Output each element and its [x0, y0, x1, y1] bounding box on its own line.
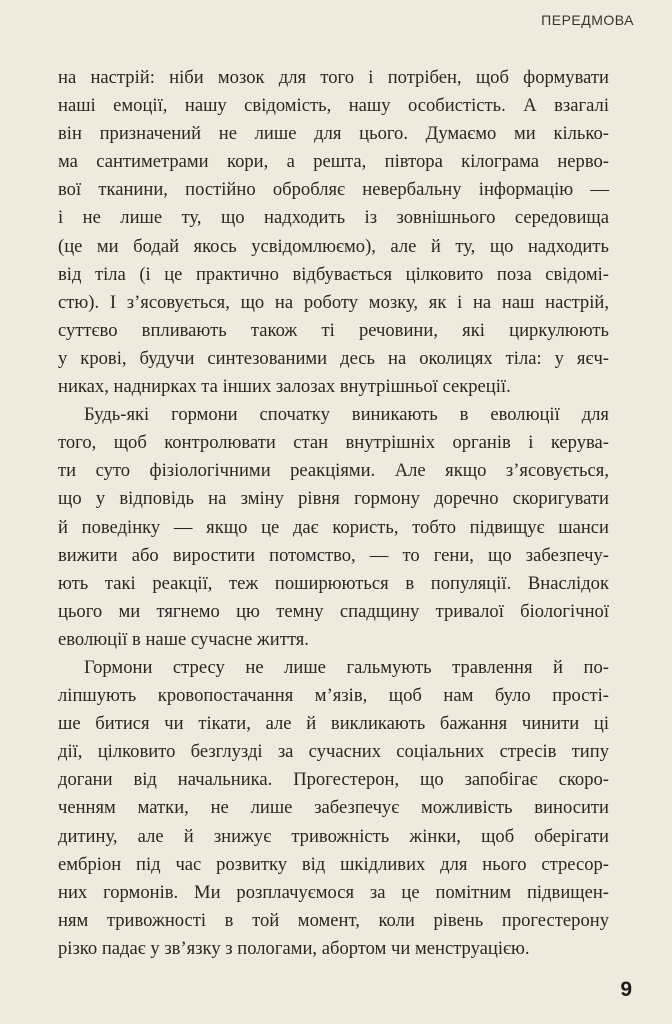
paragraph	[58, 64, 609, 401]
text-line: різко падає у зв’язку з пологами, абортом чи менструацією.	[58, 937, 530, 959]
text-line: ліпшують кровопостачання м’язів, щоб нам було прості-	[58, 685, 609, 707]
text-line: що у відповідь на зміну рівня гормону доречно скоригувати	[58, 488, 609, 510]
text-line: ембріон під час розвитку від шкідливих для нього стресор-	[58, 853, 609, 875]
text-line: й поведінку — якщо це дає користь, тобто підвищує шанси	[58, 516, 609, 538]
text-line: догани від начальника. Прогестерон, що запобігає скоро-	[58, 769, 609, 791]
text-line: і не лише ту, що надходить із зовнішнього середовища	[58, 207, 609, 229]
page-number: 9	[620, 978, 632, 1001]
running-header: ПЕРЕДМОВА	[541, 12, 634, 28]
text-line: Гормони стресу не лише гальмують травлення й по-	[84, 656, 609, 678]
text-line: (це ми бодай якось усвідомлюємо), але й ту, що надходить	[58, 235, 609, 257]
text-line: дії, цілковито безглузді за сучасних соціальних стресів типу	[58, 741, 609, 763]
text-line: них гормонів. Ми розплачуємося за це помітним підвищен-	[58, 881, 609, 903]
text-line: никах, наднирках та інших залозах внутрішньої секреції.	[58, 376, 511, 398]
text-line: на настрій: ніби мозок для того і потрібен, щоб формувати	[58, 67, 609, 88]
text-line: Будь-які гормони спочатку виникають в еволюції для	[84, 404, 609, 426]
text-line: у крові, будучи синтезованими десь на околицях тіла: у яєч-	[58, 347, 609, 369]
text-line: того, щоб контролювати стан внутрішніх органів і керува-	[58, 432, 609, 454]
text-line: ти суто фізіологічними реакціями. Але якщо з’ясовується,	[58, 460, 609, 482]
text-line: вої тканини, постійно обробляє невербальну інформацію —	[58, 179, 609, 201]
text-line: еволюції в наше сучасне життя.	[58, 628, 309, 650]
text-line: наші емоції, нашу свідомість, нашу особистість. А взагалі	[58, 95, 609, 117]
paragraph	[58, 401, 609, 654]
text-line: він призначений не лише для цього. Думаємо ми кілько-	[58, 123, 609, 145]
text-line: від тіла (і це практично відбувається цілковито поза свідомі-	[58, 263, 609, 285]
text-line: ням тривожності в той момент, коли рівень прогестерону	[58, 909, 609, 931]
text-line: ма сантиметрами кори, а решта, півтора кілограма нерво-	[58, 151, 609, 173]
body-text	[58, 64, 609, 963]
text-line: стю). І з’ясовується, що на роботу мозку, як і на наш настрій,	[58, 291, 609, 313]
text-line: суттєво впливають також ті речовини, які циркулюють	[58, 319, 609, 341]
text-line: ченням матки, не лише забезпечує можливість виносити	[58, 797, 609, 819]
text-line: цього ми тягнемо цю темну спадщину тривалої біологічної	[58, 600, 609, 622]
text-line: вижити або виростити потомство, — то гени, що забезпечу-	[58, 544, 609, 566]
text-line: ше битися чи тікати, але й викликають бажання чинити ці	[58, 713, 609, 735]
text-line: дитину, але й знижує тривожність жінки, щоб оберігати	[58, 825, 609, 847]
text-line: ють такі реакції, теж поширюються в популяції. Внаслідок	[58, 572, 609, 594]
paragraph	[58, 654, 609, 963]
